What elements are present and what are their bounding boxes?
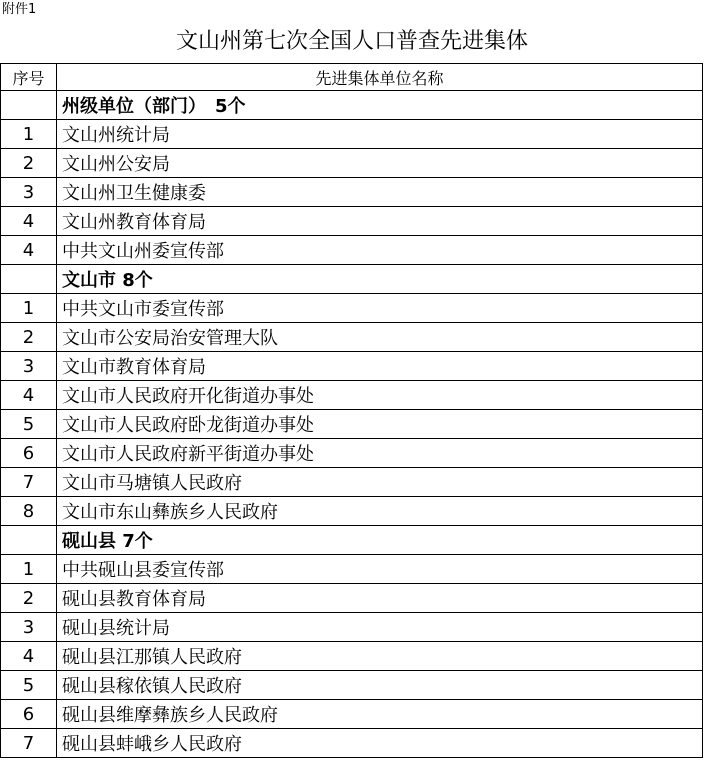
- table-row: [1, 555, 703, 584]
- row-index: 6: [1, 700, 57, 729]
- row-index: 7: [1, 468, 57, 497]
- header-unit-name: 先进集体单位名称: [57, 64, 703, 91]
- group-heading: 砚山县 7个: [57, 526, 703, 555]
- row-index: 2: [1, 323, 57, 352]
- row-index: 3: [1, 352, 57, 381]
- row-index: 3: [1, 613, 57, 642]
- table-row: [1, 352, 703, 381]
- row-unit-name: 砚山县教育体育局: [57, 584, 703, 613]
- table-row: [1, 584, 703, 613]
- table-row: [1, 294, 703, 323]
- table-row: [1, 439, 703, 468]
- document-title: 文山州第七次全国人口普查先进集体: [175, 29, 528, 54]
- row-unit-name: 文山市东山彝族乡人民政府: [57, 497, 703, 526]
- row-unit-name: 砚山县维摩彝族乡人民政府: [57, 700, 703, 729]
- row-unit-name: 砚山县蚌峨乡人民政府: [57, 729, 703, 758]
- advanced-collectives-table: [0, 63, 703, 758]
- table-row: [1, 149, 703, 178]
- group-index-cell: [1, 265, 57, 294]
- group-heading-row: [1, 526, 703, 555]
- row-unit-name: 文山市公安局治安管理大队: [57, 323, 703, 352]
- row-index: 8: [1, 497, 57, 526]
- row-unit-name: 中共文山州委宣传部: [57, 236, 703, 265]
- row-unit-name: 文山州教育体育局: [57, 207, 703, 236]
- group-heading: 文山市 8个: [57, 265, 703, 294]
- row-unit-name: 文山市人民政府新平街道办事处: [57, 439, 703, 468]
- row-unit-name: 砚山县江那镇人民政府: [57, 642, 703, 671]
- group-heading: 州级单位（部门） 5个: [57, 91, 703, 120]
- row-unit-name: 文山市教育体育局: [57, 352, 703, 381]
- table-row: [1, 236, 703, 265]
- row-index: 4: [1, 236, 57, 265]
- group-index-cell: [1, 526, 57, 555]
- row-index: 4: [1, 381, 57, 410]
- row-index: 3: [1, 178, 57, 207]
- row-unit-name: 砚山县稼依镇人民政府: [57, 671, 703, 700]
- row-unit-name: 文山市人民政府开化街道办事处: [57, 381, 703, 410]
- attachment-label: 附件1: [2, 2, 37, 17]
- table-body: [1, 64, 703, 758]
- table-row: [1, 381, 703, 410]
- table-row: [1, 497, 703, 526]
- row-index: 1: [1, 120, 57, 149]
- row-unit-name: 文山市人民政府卧龙街道办事处: [57, 410, 703, 439]
- group-index-cell: [1, 91, 57, 120]
- table-row: [1, 178, 703, 207]
- row-index: 5: [1, 410, 57, 439]
- row-unit-name: 中共砚山县委宣传部: [57, 555, 703, 584]
- header-row: [1, 64, 703, 91]
- table-row: [1, 700, 703, 729]
- row-index: 4: [1, 642, 57, 671]
- header-index: 序号: [1, 64, 57, 91]
- table-row: [1, 468, 703, 497]
- row-index: 7: [1, 729, 57, 758]
- row-index: 2: [1, 584, 57, 613]
- table-row: [1, 671, 703, 700]
- table-row: [1, 410, 703, 439]
- row-index: 2: [1, 149, 57, 178]
- group-heading-row: [1, 91, 703, 120]
- table-row: [1, 323, 703, 352]
- table-row: [1, 207, 703, 236]
- row-unit-name: 文山州卫生健康委: [57, 178, 703, 207]
- row-index: 1: [1, 294, 57, 323]
- row-unit-name: 文山州统计局: [57, 120, 703, 149]
- row-index: 4: [1, 207, 57, 236]
- row-index: 5: [1, 671, 57, 700]
- table-row: [1, 729, 703, 758]
- row-unit-name: 文山州公安局: [57, 149, 703, 178]
- table-row: [1, 120, 703, 149]
- group-heading-row: [1, 265, 703, 294]
- row-unit-name: 砚山县统计局: [57, 613, 703, 642]
- table-row: [1, 642, 703, 671]
- table-row: [1, 613, 703, 642]
- row-index: 6: [1, 439, 57, 468]
- row-unit-name: 中共文山市委宣传部: [57, 294, 703, 323]
- row-unit-name: 文山市马塘镇人民政府: [57, 468, 703, 497]
- row-index: 1: [1, 555, 57, 584]
